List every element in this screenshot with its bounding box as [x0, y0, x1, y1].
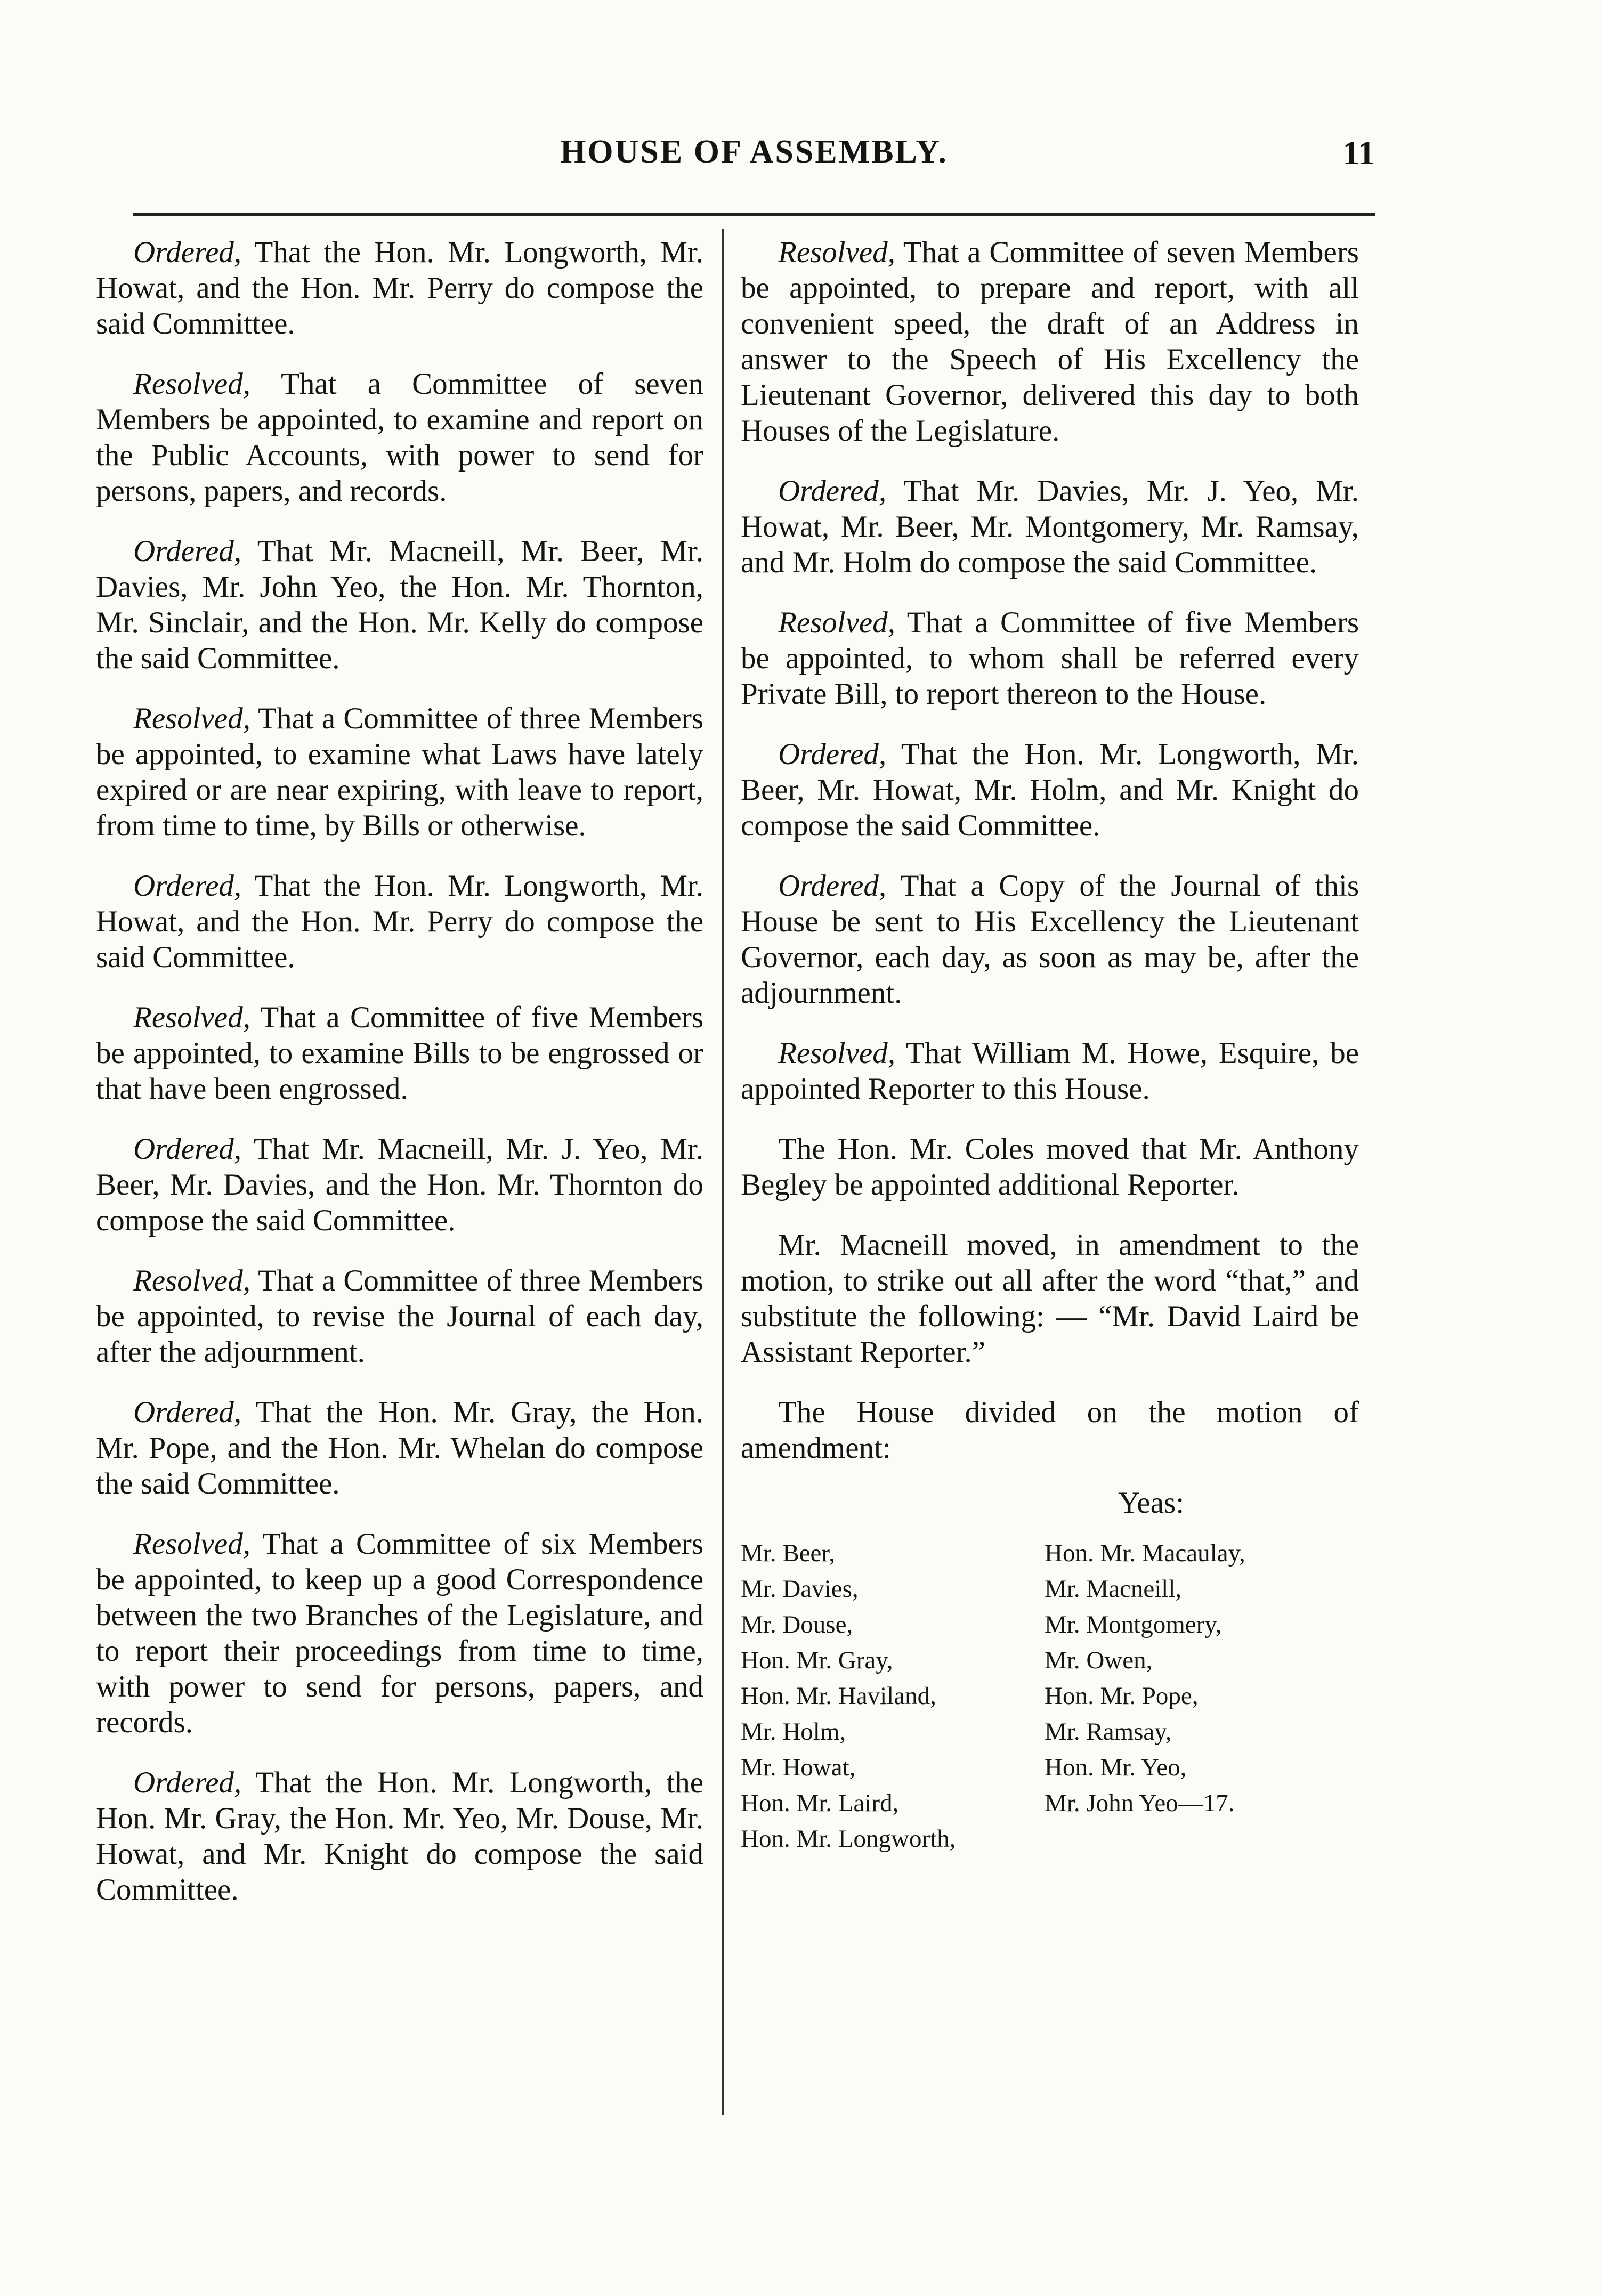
paragraph-text: The House divided on the motion of amendment:: [741, 1396, 1359, 1465]
paragraph-lead: Ordered,: [133, 1396, 242, 1429]
paragraph-lead: Ordered,: [778, 869, 887, 903]
paragraph-text: That Mr. Macneill, Mr. J. Yeo, Mr. Beer, Mr. Davies, and the Hon. Mr. Thornton do compose the said Committee.: [96, 1132, 703, 1237]
paragraph-lead: Ordered,: [778, 737, 887, 771]
left-paragraph: [96, 1765, 703, 1908]
member-name: Hon. Mr. Laird,: [741, 1789, 899, 1817]
paragraph-lead: Ordered,: [133, 1766, 242, 1799]
paragraph-lead: Ordered,: [133, 869, 242, 903]
member-name: Mr. Douse,: [741, 1611, 853, 1638]
right-paragraph: [741, 1227, 1359, 1370]
left-paragraph: [96, 1394, 703, 1502]
member-name: Mr. Howat,: [741, 1754, 856, 1781]
member-name: Hon. Mr. Yeo,: [1045, 1754, 1187, 1781]
member-name: Hon. Mr. Macaulay,: [1045, 1539, 1245, 1567]
paragraph-lead: Resolved,: [133, 1527, 250, 1561]
left-paragraph: [96, 366, 703, 509]
column-divider: [722, 229, 724, 2115]
member-name: Mr. Beer,: [741, 1539, 835, 1567]
right-paragraph: [741, 473, 1359, 580]
right-paragraph: [741, 1394, 1359, 1466]
left-paragraph: [96, 701, 703, 843]
left-paragraph: [96, 234, 703, 342]
paragraph-text: That a Committee of five Members be appointed, to examine Bills to be engrossed or that have been engrossed.: [96, 1001, 703, 1106]
paragraph-lead: Resolved,: [133, 1001, 250, 1034]
paragraph-lead: Resolved,: [778, 1036, 895, 1070]
right-paragraph: [741, 605, 1359, 712]
paragraph-text: That the Hon. Mr. Longworth, Mr. Beer, Mr. Howat, Mr. Holm, and Mr. Knight do compose the said Committee.: [741, 737, 1359, 842]
paragraph-text: That a Committee of seven Members be appointed, to examine and report on the Public Accounts, with power to send for persons, papers, and records.: [96, 367, 703, 508]
yeas-heading: Yeas:: [1118, 1486, 1185, 1520]
paragraph-text: That a Committee of six Members be appointed, to keep up a good Correspondence between the two Branches of the Legislature, and to report their proceedings from time to time, with power to send for persons, papers, and records.: [96, 1527, 703, 1739]
paragraph-text: That Mr. Davies, Mr. J. Yeo, Mr. Howat, Mr. Beer, Mr. Montgomery, Mr. Ramsay, and Mr. Holm do compose the said Committee.: [741, 474, 1359, 579]
right-paragraph: [741, 1035, 1359, 1107]
paragraph-lead: Ordered,: [133, 1132, 242, 1166]
member-name: [1045, 1821, 1343, 1857]
right-paragraph: [741, 868, 1359, 1011]
member-name: Mr. Owen,: [1045, 1646, 1153, 1674]
paragraph-lead: Resolved,: [133, 1264, 250, 1297]
right-paragraph: [741, 234, 1359, 449]
member-name: Mr. John Yeo—17.: [1045, 1789, 1235, 1817]
member-name: Hon. Mr. Pope,: [1045, 1682, 1199, 1710]
paragraph-text: That the Hon. Mr. Longworth, Mr. Howat, and the Hon. Mr. Perry do compose the said Committee.: [96, 869, 703, 974]
paragraph-lead: Resolved,: [778, 606, 895, 639]
member-name: Hon. Mr. Gray,: [741, 1646, 893, 1674]
paragraph-lead: Resolved,: [133, 702, 250, 735]
paragraph-text: The Hon. Mr. Coles moved that Mr. Anthony Begley be appointed additional Reporter.: [741, 1132, 1359, 1202]
paragraph-text: That William M. Howe, Esquire, be appointed Reporter to this House.: [741, 1036, 1359, 1106]
left-paragraph: [96, 533, 703, 676]
paragraph-text: That a Committee of seven Members be appointed, to prepare and report, with all convenient speed, the draft of an Address in answer to the Speech of His Excellency the Lieutenant Governor, delivered this day to both Houses of the Legislature.: [741, 236, 1359, 448]
running-title: HOUSE OF ASSEMBLY.: [560, 134, 948, 170]
right-paragraph: [741, 736, 1359, 843]
member-name: Hon. Mr. Haviland,: [741, 1682, 936, 1710]
paragraph-lead: Resolved,: [778, 236, 895, 269]
right-paragraph: [741, 1131, 1359, 1203]
paragraph-lead: Ordered,: [778, 474, 887, 508]
left-column: [96, 234, 703, 1932]
left-paragraph: [96, 1131, 703, 1238]
member-name: Mr. Montgomery,: [1045, 1611, 1222, 1638]
member-name: Mr. Holm,: [741, 1718, 846, 1746]
left-paragraph: [96, 868, 703, 975]
left-paragraph: [96, 1000, 703, 1107]
left-paragraph: [96, 1526, 703, 1740]
paragraph-lead: Ordered,: [133, 236, 242, 269]
left-paragraph: [96, 1263, 703, 1370]
right-column: [741, 234, 1359, 1857]
right-paragraphs: [741, 234, 1359, 1466]
paragraph-text: That a Committee of three Members be appointed, to examine what Laws have lately expired or are near expiring, with leave to report, from time to time, by Bills or otherwise.: [96, 702, 703, 842]
member-name: Mr. Davies,: [741, 1575, 859, 1603]
member-name: Mr. Macneill,: [1045, 1575, 1182, 1603]
paragraph-text: That a Committee of three Members be appointed, to revise the Journal of each day, after the adjournment.: [96, 1264, 703, 1369]
paragraph-lead: Ordered,: [133, 534, 242, 568]
paragraph-text: That Mr. Macneill, Mr. Beer, Mr. Davies, Mr. John Yeo, the Hon. Mr. Thornton, Mr. Sinclair, and the Hon. Mr. Kelly do compose the said Committee.: [96, 534, 703, 675]
header-rule: [133, 213, 1375, 216]
paragraph-text: That the Hon. Mr. Gray, the Hon. Mr. Pope, and the Hon. Mr. Whelan do compose the said Committee.: [96, 1396, 703, 1500]
member-name: Hon. Mr. Longworth,: [741, 1825, 956, 1853]
paragraph-text: That the Hon. Mr. Longworth, Mr. Howat, and the Hon. Mr. Perry do compose the said Committee.: [96, 236, 703, 340]
paragraph-text: That the Hon. Mr. Longworth, the Hon. Mr. Gray, the Hon. Mr. Yeo, Mr. Douse, Mr. Howat, and Mr. Knight do compose the said Committee.: [96, 1766, 703, 1906]
page-header: [133, 133, 1375, 181]
paragraph-text: Mr. Macneill moved, in amendment to the motion, to strike out all after the word “that,” and substitute the following: — “Mr. David Laird be Assistant Reporter.”: [741, 1228, 1359, 1369]
paragraph-text: That a Committee of five Members be appointed, to whom shall be referred every Private Bill, to report thereon to the House.: [741, 606, 1359, 711]
paragraph-text: That a Copy of the Journal of this House be sent to His Excellency the Lieutenant Governor, each day, as soon as may be, after the adjournment.: [741, 869, 1359, 1010]
yeas-list: [741, 1536, 1359, 1857]
member-name: Mr. Ramsay,: [1045, 1718, 1172, 1746]
page-number: 11: [1342, 134, 1375, 172]
paragraph-lead: Resolved,: [133, 367, 250, 401]
